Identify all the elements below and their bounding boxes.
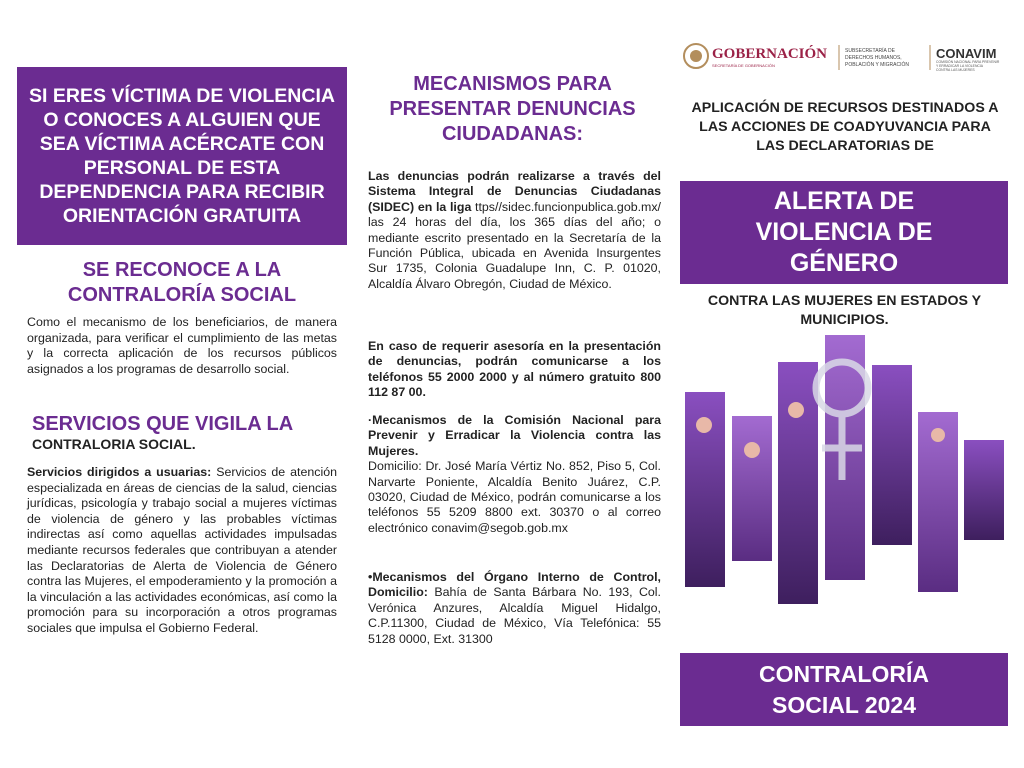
- alert-banner: [680, 181, 1008, 284]
- footer-banner: [680, 653, 1008, 726]
- recon-title-line2: CONTRALORÍA SOCIAL: [67, 284, 297, 306]
- protest-photo-collage: [682, 330, 1012, 610]
- conavim-paragraph: [368, 413, 661, 536]
- oic-paragraph: [368, 570, 661, 647]
- victim-banner-text: SI ERES VÍCTIMA DE VIOLENCIA O CONOCES A ALGUIEN QUE SEA VÍCTIMA ACÉRCATE CON PERSONAL DE ESTA DEPENDENCIA PARA RECIBIR ORIENTACIÓN GRATUITA: [29, 85, 335, 227]
- subsec-line2: DERECHOS HUMANOS,: [845, 55, 902, 61]
- resources-title: APLICACIÓN DE RECURSOS DESTINADOS A LAS ACCIONES DE COADYUVANCIA PARA LAS DECLARATORIAS DE: [691, 100, 999, 154]
- photo-panel: [732, 416, 772, 561]
- header-logos: [682, 42, 1017, 72]
- conavim-text: Domicilio: Dr. José María Vértiz No. 852, Piso 5, Col. Narvarte Poniente, Alcaldía Benito Juárez, C.P. 03020, Ciudad de México, podrán comunicarse a los teléfonos 55 5209 8800 ext. 30370 o al correo electrónico conavim@segob.gob.mx: [368, 459, 661, 535]
- subsec-line1: SUBSECRETARÍA DE: [845, 48, 895, 54]
- mechanisms-title: MECANISMOS PARA PRESENTAR DENUNCIAS CIUDADANAS:: [389, 73, 636, 145]
- fist-icon: [931, 428, 945, 442]
- photo-panel: [872, 365, 912, 545]
- gob-logo-sub: SECRETARÍA DE GOBERNACIÓN: [712, 63, 775, 68]
- alert-line2: VIOLENCIA DE: [755, 218, 933, 246]
- fist-icon: [744, 442, 760, 458]
- victim-banner: [17, 67, 347, 245]
- sidec-paragraph: [368, 169, 661, 292]
- services-text: Servicios de atención especializada en áreas de ciencias de la salud, ciencias jurídicas, psicología y trabajo social a mujeres víctimas de violencia de género y las probables víctimas indirectas así como aquellas actividades impulsadas mediante recursos federales que contribuyan a atender las Declaratorias de Alerta de Violencia de Género contra las Mujeres, el empoderamiento y la promoción a la vinculación a las actividades económicas, así como la promoción para su incorporación a otros programas sociales que impulsa el Gobierno Federal.: [27, 465, 337, 635]
- footer-line1: CONTRALORÍA: [759, 660, 929, 687]
- gob-logo-text: GOBERNACIÓN: [712, 46, 828, 62]
- services-body: [27, 465, 337, 637]
- footer-line2: SOCIAL 2024: [771, 691, 917, 718]
- recon-title-line1: SE RECONOCE A LA: [82, 259, 282, 281]
- oic-text: Bahía de Santa Bárbara No. 193, Col. Verónica Anzures, Alcaldía Miguel Hidalgo, C.P.11300, Ciudad de México, Vía Telefónica: 55 5128 0000, Ext. 31300: [368, 585, 661, 646]
- recon-title: [17, 258, 347, 308]
- fist-icon: [696, 417, 712, 433]
- conavim-sub1: COMISIÓN NACIONAL PARA PREVENIR: [936, 60, 1000, 64]
- services-lead: Servicios dirigidos a usuarias:: [27, 465, 212, 479]
- recon-body: Como el mecanismo de los beneficiarios, de manera organizada, para verificar el cumplimiento de las metas y la correcta aplicación de los recursos públicos asignados a los programas de desarrollo social.: [27, 315, 337, 376]
- oic-bold: •Mecanismos del Órgano Interno de Control, Domicilio:: [368, 570, 661, 600]
- conavim-logo-text: CONAVIM: [936, 46, 997, 61]
- conavim-bold: ·Mecanismos de la Comisión Nacional para Prevenir y Erradicar la Violencia contra las Mujeres.: [368, 413, 661, 458]
- seal-core-icon: [690, 50, 702, 62]
- alert-line1: ALERTA DE: [773, 187, 915, 215]
- sidec-bold: Las denuncias podrán realizarse a través del Sistema Integral de Denuncias Ciudadanas (SIDEC) en la liga: [368, 169, 661, 214]
- photo-panel: [778, 362, 818, 604]
- photo-panel: [964, 440, 1004, 540]
- fist-icon: [788, 402, 804, 418]
- conavim-sub2: Y ERRADICAR LA VIOLENCIA: [936, 64, 984, 68]
- alert-line3: GÉNERO: [789, 249, 899, 277]
- women-subtitle: CONTRA LAS MUJERES EN ESTADOS Y MUNICIPIOS.: [707, 293, 982, 328]
- subsec-line3: POBLACIÓN Y MIGRACIÓN: [845, 62, 909, 68]
- advice-paragraph: En caso de requerir asesoría en la presentación de denuncias, podrán comunicarse a los teléfonos 55 2000 2000 y al número gratuito 800 112 87 00.: [368, 339, 661, 400]
- services-subtitle: CONTRALORIA SOCIAL.: [32, 436, 196, 452]
- sidec-text: ttps//sidec.funcionpublica.gob.mx/ las 24 horas del día, los 365 días del año; o mediante escrito presentado en la Secretaría de la Función Pública, ubicada en Avenida Insurgentes Sur 1735, Colonia Guadalupe Inn, C. P. 01020, Alcaldía Álvaro Obregón, Ciudad de México.: [368, 199, 661, 291]
- services-title: SERVICIOS QUE VIGILA LA: [32, 413, 294, 435]
- conavim-sub3: CONTRA LAS MUJERES: [936, 68, 975, 72]
